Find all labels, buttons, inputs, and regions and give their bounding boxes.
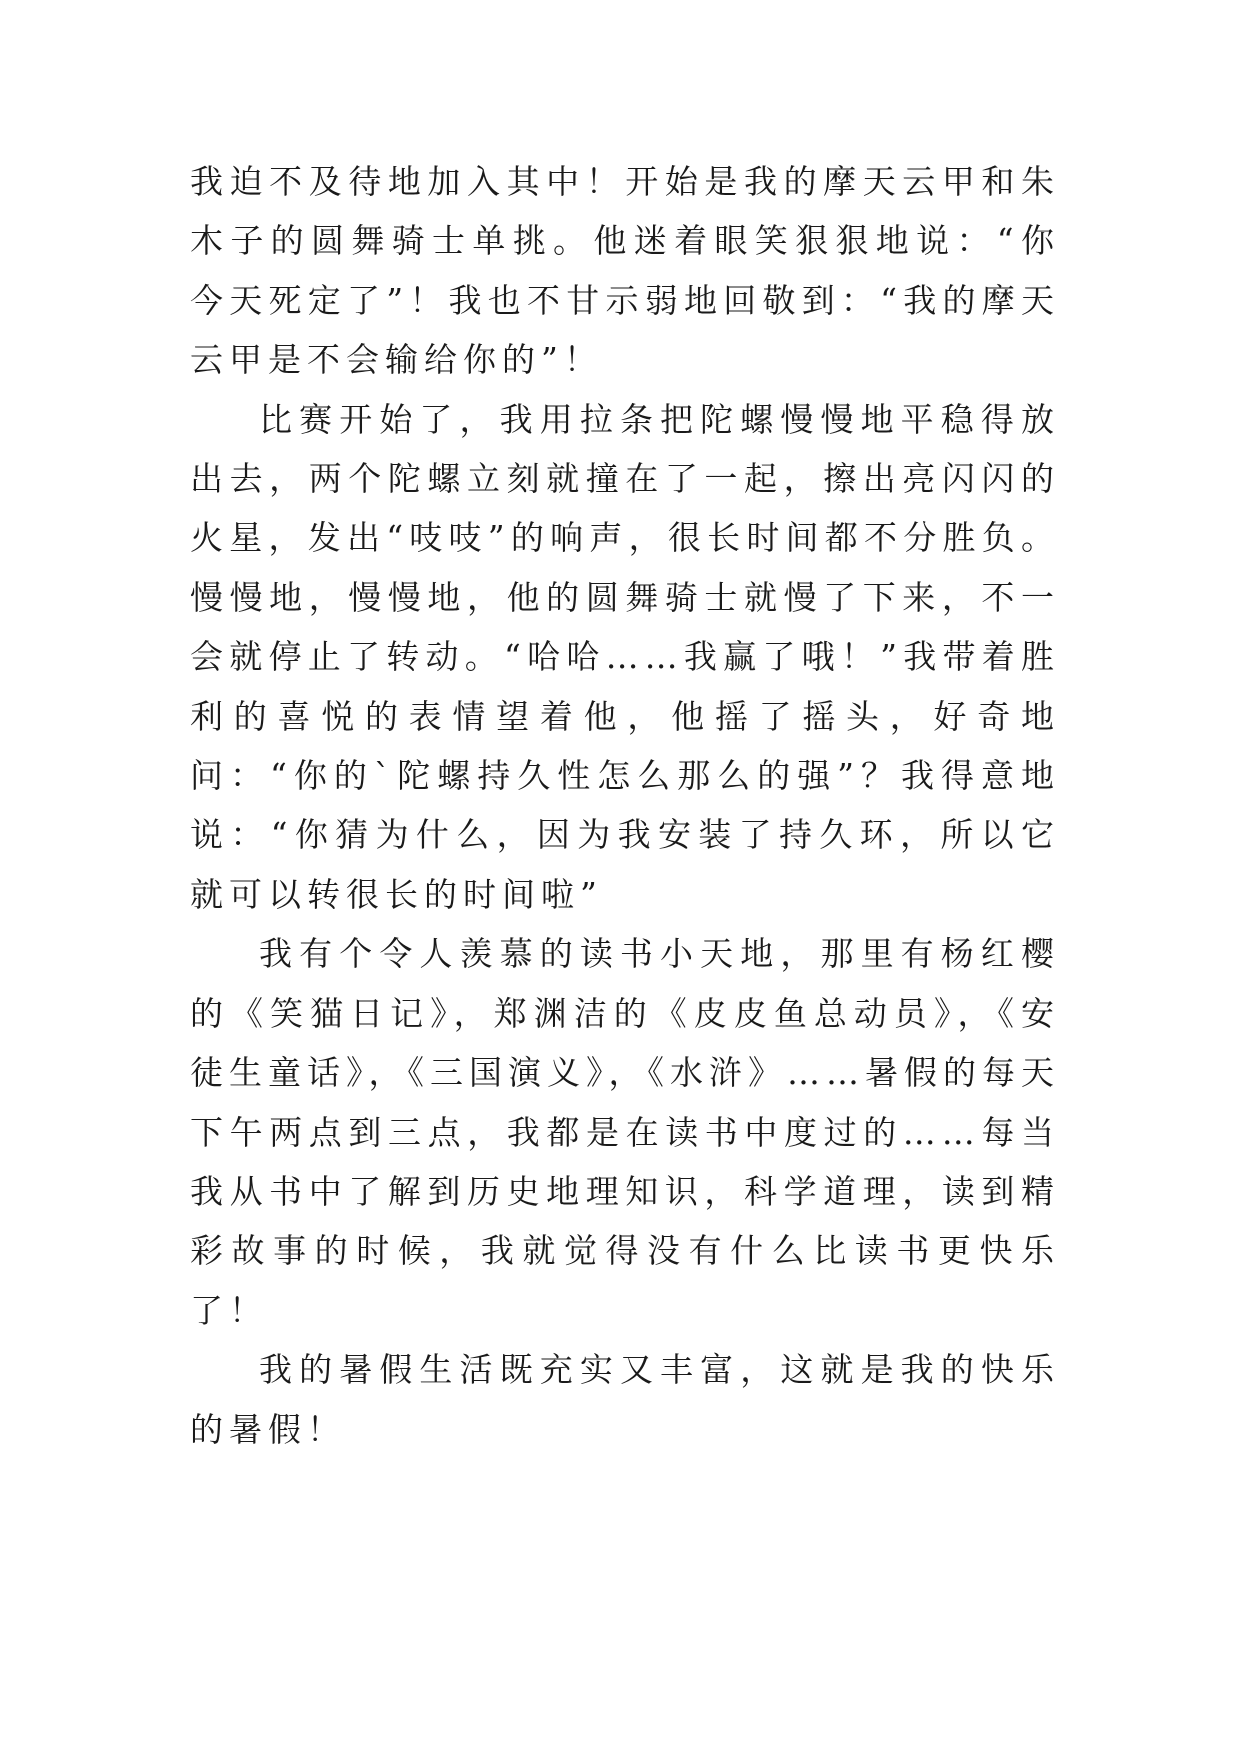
paragraph-3: 我有个令人羡慕的读书小天地，那里有杨红樱的《笑猫日记》，郑渊洁的《皮皮鱼总动员》，《安徒生童话》，《三国演义》，《水浒》……暑假的每天下午两点到三点，我都是在读书中度过的……每当我从书中了解到历史地理知识，科学道理，读到精彩故事的时候，我就觉得没有什么比读书更快乐了！ <box>190 934 1060 1330</box>
document-body <box>190 152 1060 1459</box>
paragraph-2: 比赛开始了，我用拉条把陀螺慢慢地平稳得放出去，两个陀螺立刻就撞在了一起，擦出亮闪闪的火星，发出“吱吱”的响声，很长时间都不分胜负。慢慢地，慢慢地，他的圆舞骑士就慢了下来，不一会就停止了转动。“哈哈……我赢了哦！”我带着胜利的喜悦的表情望着他，他摇了摇头，好奇地问：“你的`陀螺持久性怎么那么的强”？我得意地说：“你猜为什么，因为我安装了持久环，所以它就可以转很长的时间啦” <box>190 399 1060 914</box>
paragraph-1: 我迫不及待地加入其中！开始是我的摩天云甲和朱木子的圆舞骑士单挑。他迷着眼笑狠狠地说：“你今天死定了”！我也不甘示弱地回敬到：“我的摩天云甲是不会输给你的”！ <box>190 162 1060 380</box>
paragraph-4: 我的暑假生活既充实又丰富，这就是我的快乐的暑假！ <box>190 1350 1060 1449</box>
